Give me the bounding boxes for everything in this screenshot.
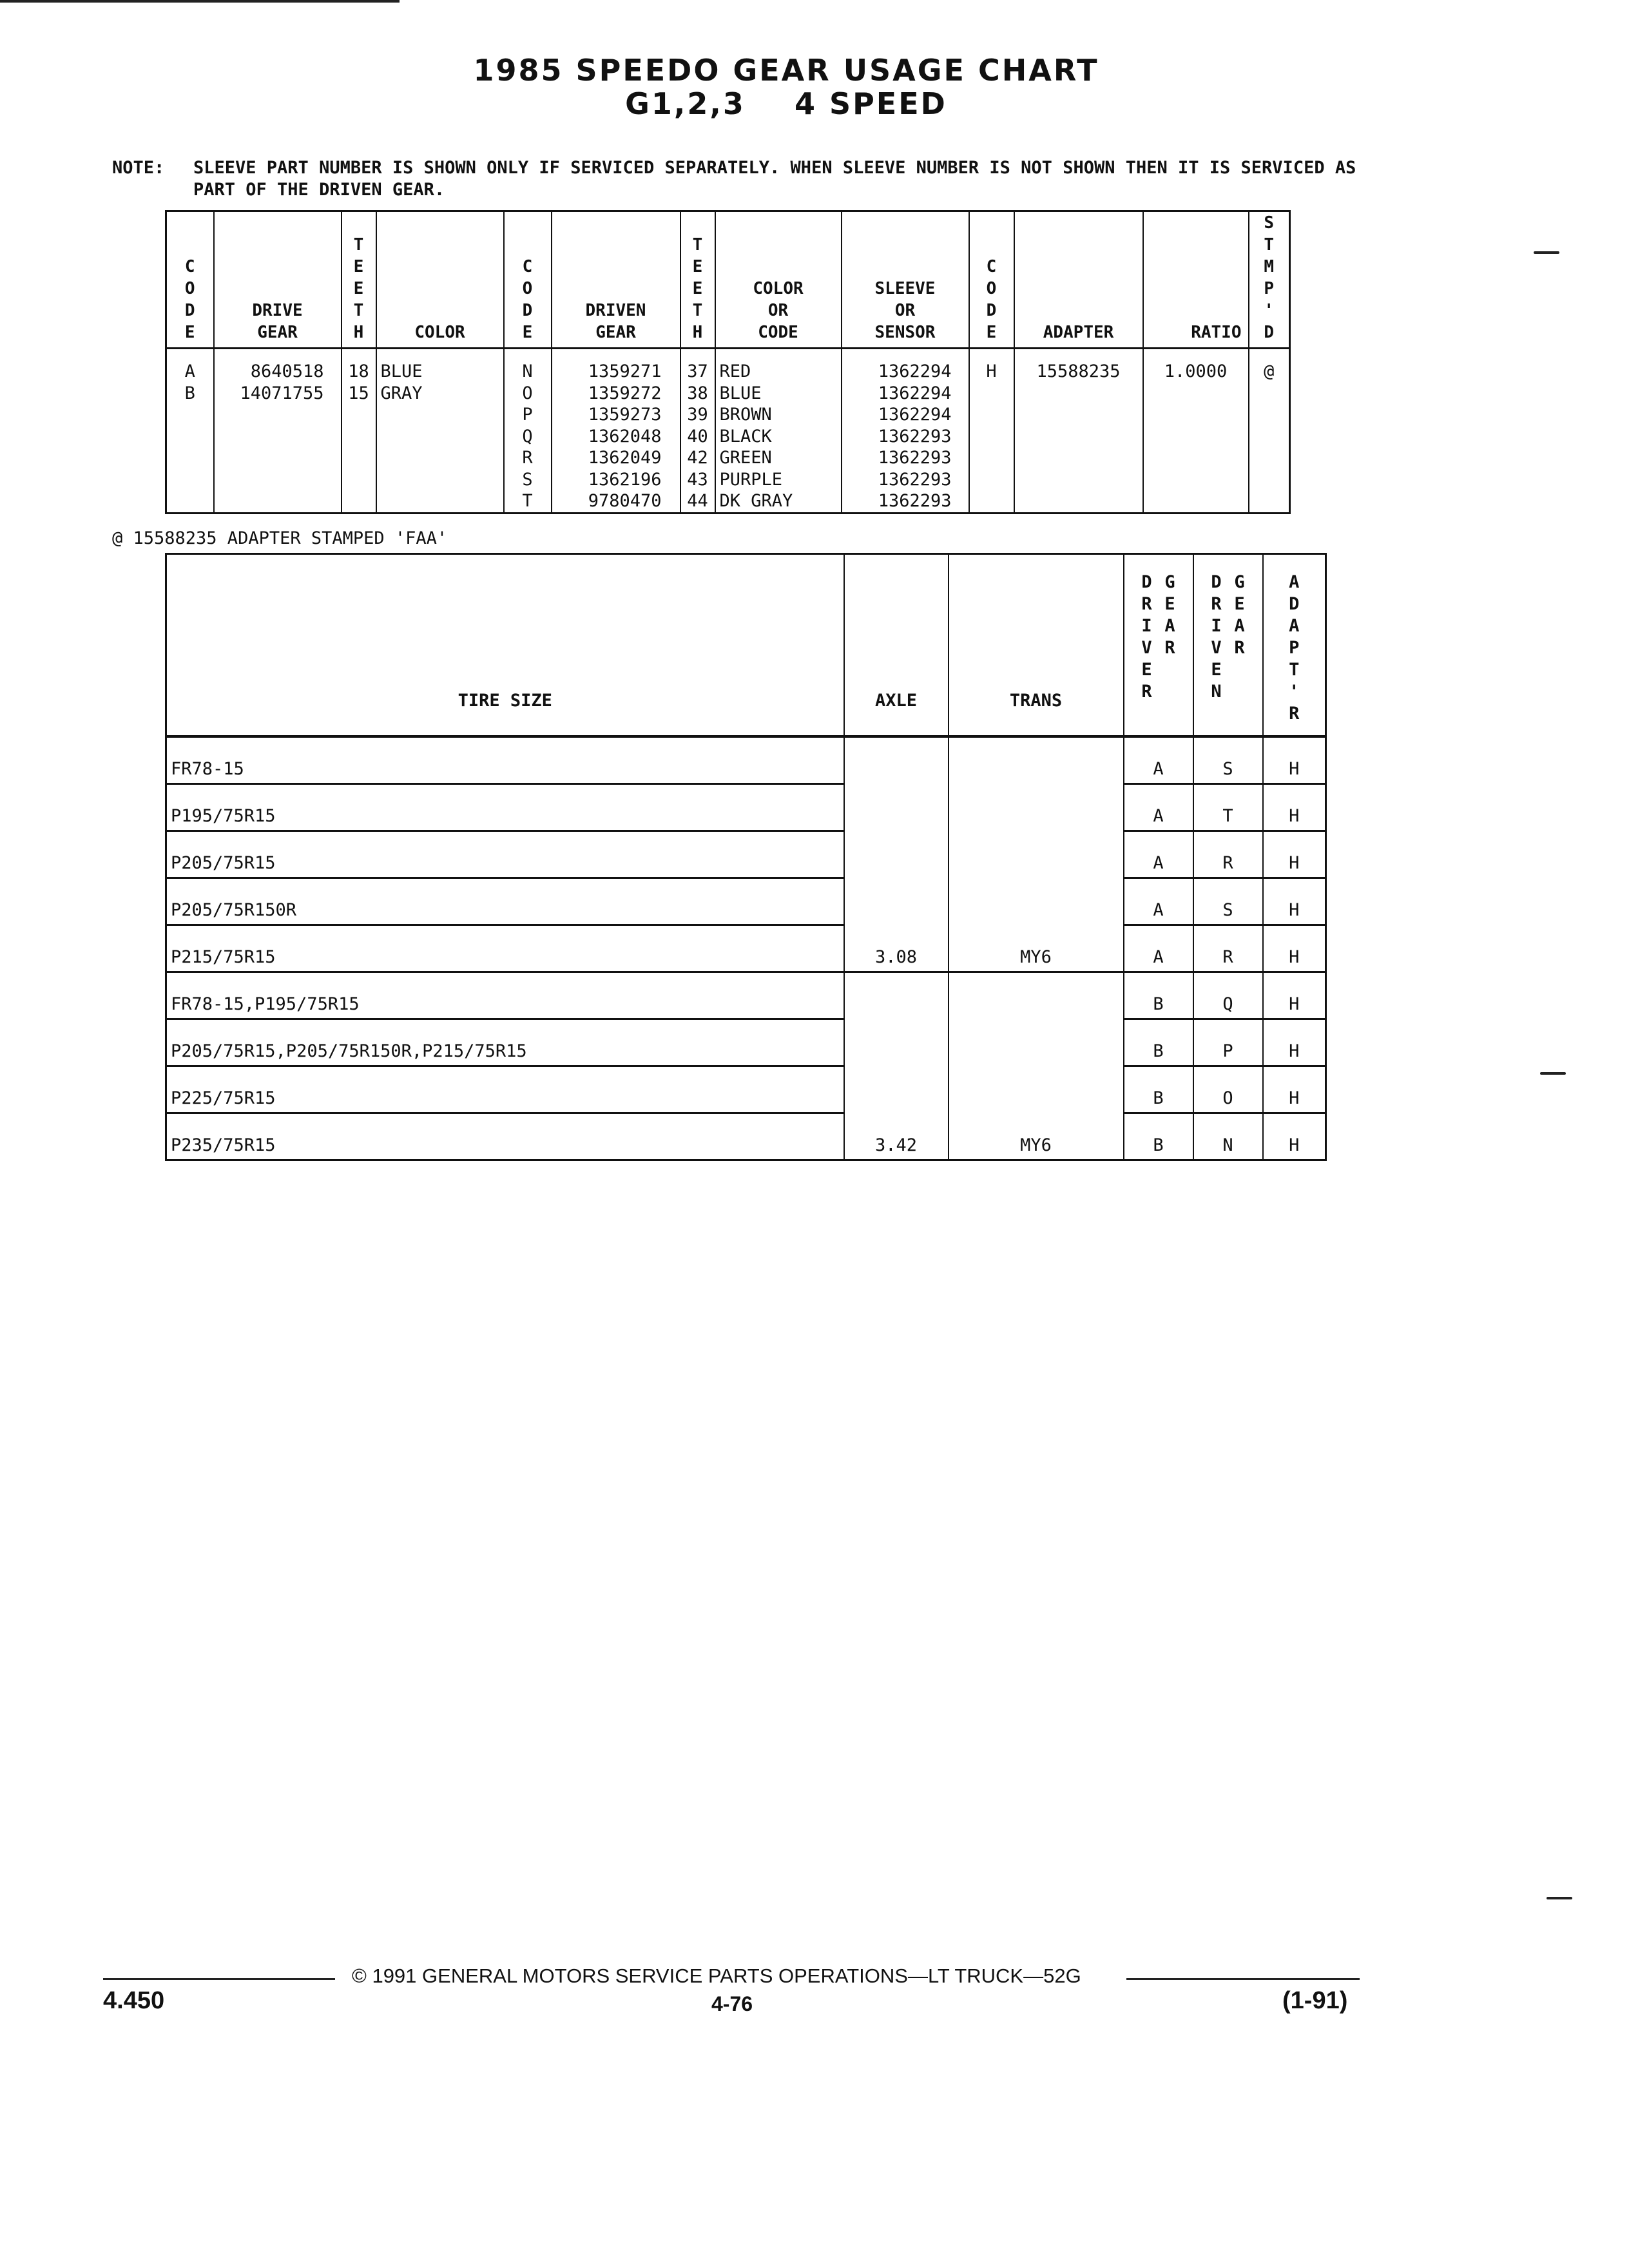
tire-size-cell: P225/75R15 <box>166 1066 844 1113</box>
adapter-code-cell: H <box>1263 878 1326 925</box>
drive-color-col: BLUE GRAY <box>376 349 504 514</box>
trans-cell: MY6 <box>949 972 1124 1160</box>
drive-code-cell: A <box>1124 925 1193 972</box>
header-code-drive: CODE <box>166 211 214 349</box>
tire-size-cell: P205/75R150R <box>166 878 844 925</box>
drive-code-cell: B <box>1124 1066 1193 1113</box>
adapter-code-col: H <box>969 349 1014 514</box>
drive-code-cell: A <box>1124 784 1193 831</box>
axle-cell: 3.42 <box>844 972 949 1160</box>
header-adapter: ADAPT'R <box>1263 554 1326 737</box>
drive-gear-col: 8640518 14071755 <box>214 349 342 514</box>
driven-code-cell: Q <box>1193 972 1263 1019</box>
tire-size-cell: FR78-15 <box>166 736 844 784</box>
adapter-col: 15588235 <box>1014 349 1143 514</box>
footer-copyright: © 1991 GENERAL MOTORS SERVICE PARTS OPERATIONS—LT TRUCK—52G <box>352 1965 1081 1987</box>
driven-code-cell: S <box>1193 736 1263 784</box>
footer-rule-right <box>1126 1978 1360 1980</box>
header-trans: TRANS <box>949 554 1124 737</box>
header-color-code: COLOR OR CODE <box>715 211 842 349</box>
header-teeth-drive: TEETH <box>342 211 376 349</box>
header-tire-size: TIRE SIZE <box>166 554 844 737</box>
footer-page-number: 4-76 <box>711 1992 753 2015</box>
header-driven-gear: DRIVEN GEAR <box>1193 554 1263 737</box>
page-subtitle: G1,2,3 4 SPEED <box>625 86 947 121</box>
driven-teeth-col: 37 38 39 40 42 43 44 <box>680 349 715 514</box>
page-title: 1985 SPEEDO GEAR USAGE CHART <box>473 53 1099 88</box>
driven-code-cell: S <box>1193 878 1263 925</box>
header-drive-gear: DRIVER GEAR <box>1124 554 1193 737</box>
table-row <box>166 925 1326 972</box>
note-label: NOTE: <box>112 158 165 178</box>
gear-table <box>165 210 1291 514</box>
margin-mark <box>1547 1897 1572 1899</box>
table-row <box>166 831 1326 878</box>
header-axle: AXLE <box>844 554 949 737</box>
adapter-code-cell: H <box>1263 831 1326 878</box>
table-row <box>166 1019 1326 1066</box>
drive-code-col: A B <box>166 349 214 514</box>
tire-size-cell: P205/75R15,P205/75R150R,P215/75R15 <box>166 1019 844 1066</box>
header-code-adapter: CODE <box>969 211 1014 349</box>
footer-section: 4.450 <box>103 1987 165 2014</box>
driven-code-cell: O <box>1193 1066 1263 1113</box>
drive-teeth-col: 18 15 <box>342 349 376 514</box>
header-drive-gear: DRIVE GEAR <box>214 211 342 349</box>
header-color: COLOR <box>376 211 504 349</box>
header-driven-gear: DRIVEN GEAR <box>552 211 680 349</box>
header-adapter: ADAPTER <box>1014 211 1143 349</box>
tire-size-cell: P195/75R15 <box>166 784 844 831</box>
adapter-code-cell: H <box>1263 1113 1326 1160</box>
table-row <box>166 1113 1326 1160</box>
table-row <box>166 784 1326 831</box>
gear-table-body <box>166 349 1290 514</box>
footer-date: (1-91) <box>1282 1987 1348 2014</box>
drive-code-cell: B <box>1124 1019 1193 1066</box>
sleeve-col: 1362294 1362294 1362294 1362293 1362293 1362293 1362293 <box>842 349 969 514</box>
adapter-code-cell: H <box>1263 1066 1326 1113</box>
note-text: SLEEVE PART NUMBER IS SHOWN ONLY IF SERVICED SEPARATELY. WHEN SLEEVE NUMBER IS NOT SHOWN THEN IT IS SERVICED AS PART OF THE DRIVEN GEAR. <box>193 158 1356 200</box>
driven-gear-col: 1359271 1359272 1359273 1362048 1362049 1362196 9780470 <box>552 349 680 514</box>
header-sleeve: SLEEVE OR SENSOR <box>842 211 969 349</box>
tire-size-cell: P215/75R15 <box>166 925 844 972</box>
adapter-code-cell: H <box>1263 736 1326 784</box>
table-row <box>166 1066 1326 1113</box>
gear-table-header <box>166 211 1290 349</box>
margin-mark <box>1534 251 1559 254</box>
header-ratio: RATIO <box>1143 211 1249 349</box>
margin-mark <box>1540 1072 1566 1075</box>
tire-size-cell: FR78-15,P195/75R15 <box>166 972 844 1019</box>
driven-code-cell: T <box>1193 784 1263 831</box>
driven-code-col: N O P Q R S T <box>504 349 552 514</box>
table-row <box>166 972 1326 1019</box>
adapter-code-cell: H <box>1263 925 1326 972</box>
drive-code-cell: A <box>1124 736 1193 784</box>
axle-cell: 3.08 <box>844 736 949 972</box>
driven-code-cell: N <box>1193 1113 1263 1160</box>
stamp-note: @ 15588235 ADAPTER STAMPED 'FAA' <box>112 528 448 548</box>
driven-code-cell: P <box>1193 1019 1263 1066</box>
driven-color-col: RED BLUE BROWN BLACK GREEN PURPLE DK GRAY <box>715 349 842 514</box>
adapter-code-cell: H <box>1263 784 1326 831</box>
adapter-code-cell: H <box>1263 1019 1326 1066</box>
top-rule <box>0 0 400 3</box>
drive-code-cell: B <box>1124 1113 1193 1160</box>
header-code-driven: CODE <box>504 211 552 349</box>
adapter-code-cell: H <box>1263 972 1326 1019</box>
tire-table-header <box>166 554 1326 737</box>
drive-code-cell: A <box>1124 878 1193 925</box>
tire-table <box>165 553 1327 1161</box>
header-teeth-driven: TEETH <box>680 211 715 349</box>
driven-code-cell: R <box>1193 831 1263 878</box>
drive-code-cell: B <box>1124 972 1193 1019</box>
trans-cell: MY6 <box>949 736 1124 972</box>
header-stmpd: STMP'D <box>1249 211 1290 349</box>
stmpd-col: @ <box>1249 349 1290 514</box>
drive-code-cell: A <box>1124 831 1193 878</box>
table-row <box>166 736 1326 784</box>
ratio-col: 1.0000 <box>1143 349 1249 514</box>
driven-code-cell: R <box>1193 925 1263 972</box>
tire-size-cell: P235/75R15 <box>166 1113 844 1160</box>
footer-rule-left <box>103 1978 335 1980</box>
tire-size-cell: P205/75R15 <box>166 831 844 878</box>
table-row <box>166 878 1326 925</box>
